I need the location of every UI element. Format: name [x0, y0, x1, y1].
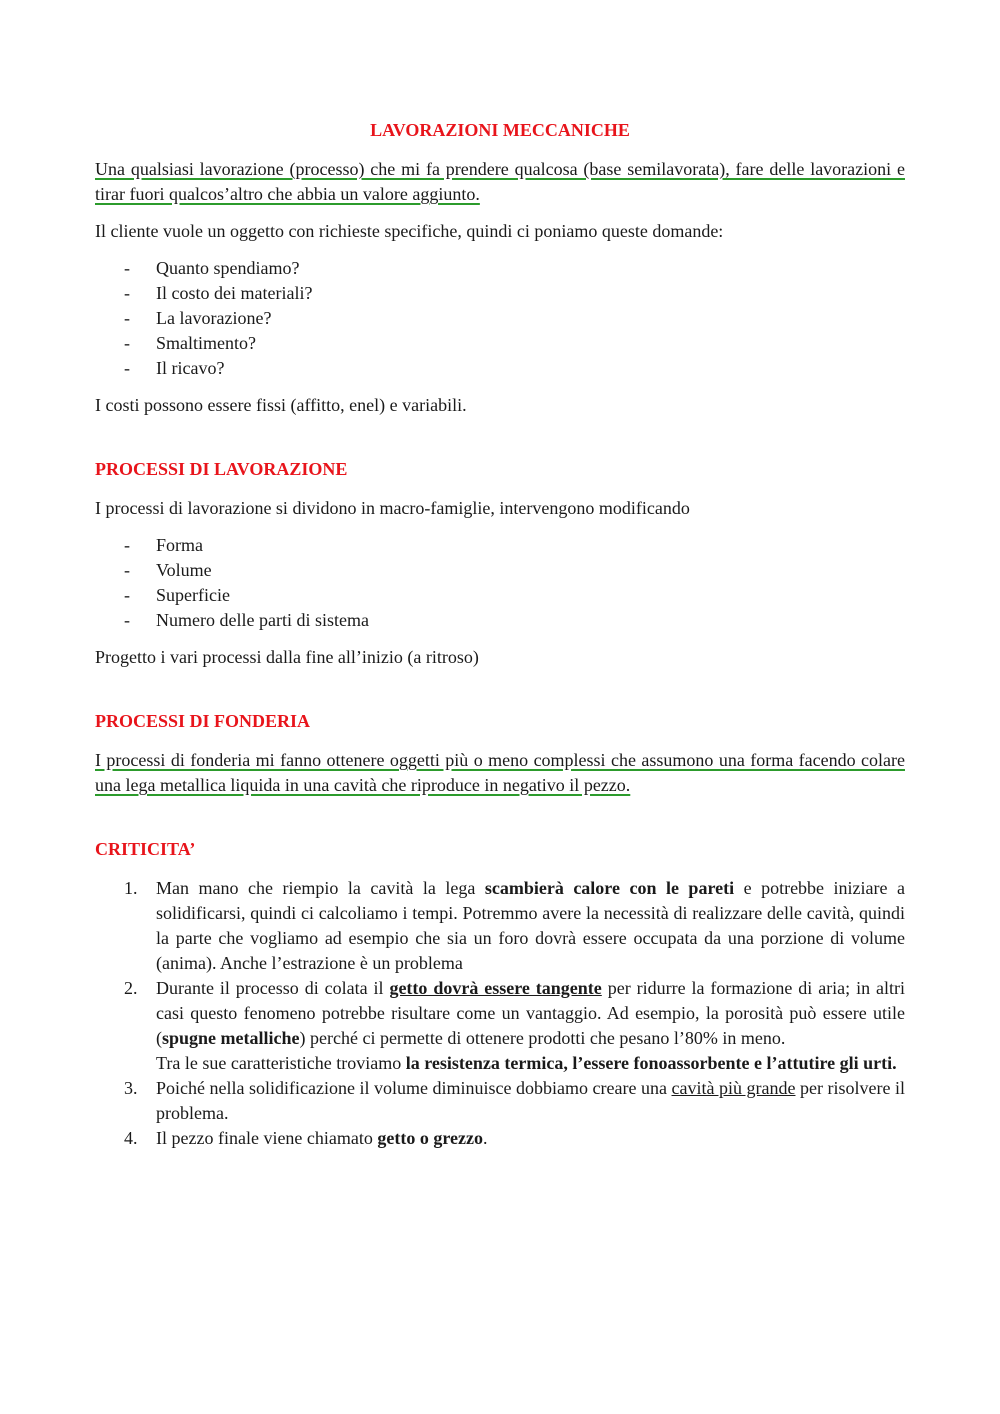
list-item: 4. Il pezzo finale viene chiamato getto o grezzo.: [95, 1126, 905, 1151]
fonderia-text: I processi di fonderia mi fanno ottenere oggetti più o meno complessi che assumono una forma facendo colare una lega metallica liquida in una cavità che riproduce in negativo il pezzo.: [95, 750, 905, 795]
section-heading-lavorazione: PROCESSI DI LAVORAZIONE: [95, 459, 348, 479]
dash-bullet: -: [124, 308, 130, 328]
list-item: - Forma: [95, 533, 905, 558]
list-item: 3. Poiché nella solidificazione il volume diminuisce dobbiamo creare una cavità più grande per risolvere il problema.: [124, 1078, 905, 1123]
list-item: 1. Man mano che riempio la cavità la lega scambierà calore con le pareti e potrebbe iniziare a solidificarsi, quindi ci calcoliamo i tempi. Potremmo avere la necessità di realizzare delle cavità, quindi la parte che vogliamo ad esempio che sia un foro dovrà essere occupata da una porzione di volume (anima). Anche l’estrazione è un problema: [124, 878, 905, 973]
lavorazione-list: [95, 533, 905, 633]
costs-paragraph: I costi possono essere fissi (affitto, enel) e variabili.: [95, 395, 467, 415]
list-item: - La lavorazione?: [95, 306, 905, 331]
section-heading-criticita: CRITICITA’: [95, 839, 196, 859]
fonderia-paragraph: [95, 748, 905, 798]
list-item: - Quanto spendiamo?: [95, 256, 905, 281]
list-item: 2. Durante il processo di colata il getto dovrà essere tangente per ridurre la formazione di aria; in altri casi questo fenomeno potrebbe risultare come un vantaggio. Ad esempio, la porosità può essere utile (spugne metalliche) perché ci permette di ottenere prodotti che pesano l’80% in meno. Tra le sue caratteristiche troviamo la resistenza termica, l’essere fonoassorbente e l’attutire gli urti.: [124, 978, 905, 1073]
dash-bullet: -: [124, 283, 130, 303]
client-paragraph: Il cliente vuole un oggetto con richieste specifiche, quindi ci poniamo queste domande:: [95, 221, 724, 241]
section-heading-fonderia: PROCESSI DI FONDERIA: [95, 711, 311, 731]
list-item: - Il ricavo?: [95, 356, 905, 381]
dash-bullet: -: [124, 333, 130, 353]
list-number: 3.: [124, 1078, 138, 1098]
lavorazione-paragraph: I processi di lavorazione si dividono in macro-famiglie, intervengono modificando: [95, 498, 690, 518]
dash-bullet: -: [124, 258, 130, 278]
list-item: - Superficie: [95, 583, 905, 608]
definition-paragraph: [95, 157, 905, 207]
list-item: - Volume: [95, 558, 905, 583]
list-item: - Il costo dei materiali?: [95, 281, 905, 306]
dash-bullet: -: [124, 358, 130, 378]
lavorazione-note: Progetto i vari processi dalla fine all’inizio (a ritroso): [95, 647, 479, 667]
list-number: 1.: [124, 878, 138, 898]
questions-list: [95, 256, 905, 381]
definition-text: Una qualsiasi lavorazione (processo) che mi fa prendere qualcosa (base semilavorata), fare delle lavorazioni e tirar fuori qualcos’altro che abbia un valore aggiunto.: [95, 159, 905, 204]
list-number: 2.: [124, 978, 138, 998]
dash-bullet: -: [124, 560, 130, 580]
dash-bullet: -: [124, 535, 130, 555]
list-item: - Smaltimento?: [95, 331, 905, 356]
dash-bullet: -: [124, 585, 130, 605]
page-title: LAVORAZIONI MECCANICHE: [370, 120, 630, 140]
list-item: - Numero delle parti di sistema: [95, 608, 905, 633]
document-page: [95, 118, 905, 1151]
list-number: 4.: [124, 1128, 138, 1148]
criticita-list: [95, 876, 905, 1151]
dash-bullet: -: [124, 610, 130, 630]
